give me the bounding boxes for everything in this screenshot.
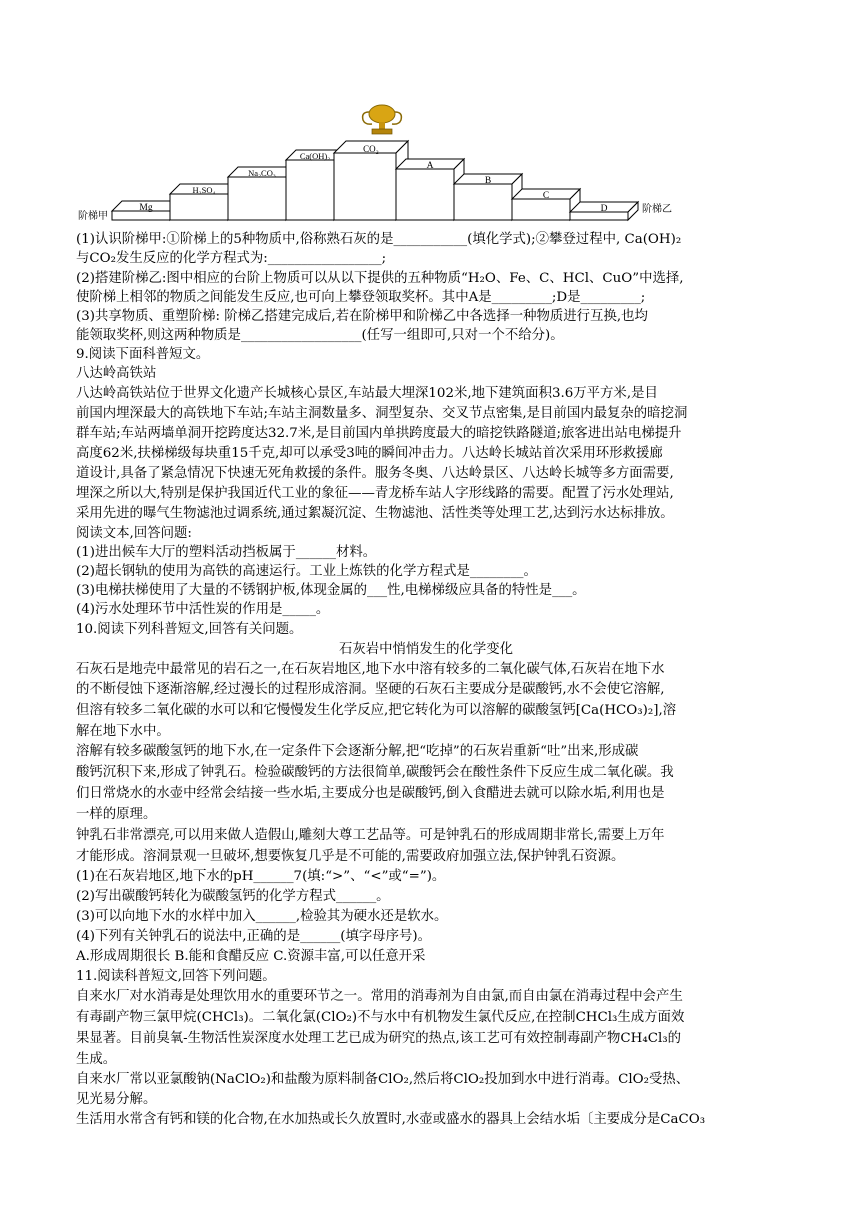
- step-h2so4: H₂SO₄: [192, 185, 216, 195]
- step-co2: CO₂: [363, 144, 379, 154]
- trophy-icon: [363, 105, 402, 134]
- text-line: 阅读文本,回答问题:: [76, 526, 192, 541]
- text-line: 自来水厂常以亚氯酸钠(NaClO₂)和盐酸为原料制备ClO₂,然后将ClO₂投加到水中进行消毒。ClO₂受热、: [76, 1072, 690, 1087]
- text-line: 埋深之所以大,特别是保护我国近代工业的象征——青龙桥车站人字形线路的需要。配置了污水处理站,: [76, 486, 674, 501]
- text-line: 一样的原理。: [76, 807, 157, 822]
- text-line: 石灰石是地壳中最常见的岩石之一,在石灰岩地区,地下水中溶有较多的二氧化碳气体,石灰岩在地下水: [76, 662, 665, 677]
- step-c: C: [542, 191, 550, 201]
- text-line: (4)污水处理环节中活性炭的作用是_____。: [76, 602, 330, 617]
- text-line: 有毒副产物三氯甲烷(CHCl₃)。二氧化氯(ClO₂)不与水中有机物发生氯代反应,在控制CHCl₃生成方面效: [76, 1010, 685, 1025]
- text-line: 采用先进的曝气生物滤池过调系统,通过絮凝沉淀、生物滤池、活性类等处理工艺,达到污水达标排放。: [76, 506, 674, 521]
- text-line: 的不断侵蚀下逐渐溶解,经过漫长的过程形成溶洞。坚硬的石灰石主要成分是碳酸钙,水不会使它溶解,: [76, 682, 665, 697]
- question-heading: 11.阅读科普短文,回答下列问题。: [76, 969, 276, 984]
- step-na2co3: Na₂CO₃: [248, 168, 276, 178]
- text-line: (1)进出候车大厅的塑料活动挡板属于______材料。: [76, 545, 377, 560]
- ladder-right-label: 阶梯乙: [642, 204, 672, 215]
- text-line: 能领取奖杯,则这两种物质是__________________(任写一组即可,只对一个不给分)。: [76, 328, 564, 343]
- text-line: 与CO₂发生反应的化学方程式为:_________________;: [76, 251, 387, 266]
- question-heading: 10.阅读下列科普短文,回答有关问题。: [76, 622, 303, 637]
- text-line: (2)超长钢轨的使用为高铁的高速运行。工业上炼铁的化学方程式是________。: [76, 564, 537, 579]
- text-line: (4)下列有关钟乳石的说法中,正确的是______(填字母序号)。: [76, 929, 432, 944]
- text-line: 使阶梯上相邻的物质之间能发生反应,也可向上攀登领取奖杯。其中A是_________;D是_________;: [76, 290, 646, 305]
- text-line: 解在地下水中。: [76, 724, 170, 739]
- text-line: (1)在石灰岩地区,地下水的pH______7(填:“>”、“<”或“=”)。: [76, 869, 446, 884]
- text-line: 八达岭高铁站位于世界文化遗产长城核心景区,车站最大埋深102米,地下建筑面积3.6万平方米,是目: [76, 386, 658, 401]
- text-line: (3)电梯扶梯使用了大量的不锈钢护板,体现金属的___性,电梯梯级应具备的特性是___。: [76, 583, 586, 598]
- step-a: A: [426, 161, 434, 171]
- text-line: 们日常烧水的水壶中经常会结接一些水垢,主要成分也是碳酸钙,倒入食醋进去就可以除水垢,利用也是: [76, 786, 665, 801]
- answer-options: A.形成周期很长 B.能和食醋反应 C.资源丰富,可以任意开采: [76, 949, 426, 964]
- text-line: 高度62米,扶梯梯级每块重15千克,却可以承受3吨的瞬间冲击力。八达岭长城站首次采用环形救援廊: [76, 446, 663, 461]
- question-heading: 9.阅读下面科普短文。: [76, 347, 210, 362]
- text-line: (3)共享物质、重塑阶梯: 阶梯乙搭建完成后,若在阶梯甲和阶梯乙中各选择一种物质进行互换,也均: [76, 309, 648, 324]
- article-title: 八达岭高铁站: [76, 366, 157, 381]
- text-line: 道设计,具备了紧急情况下快速无死角救援的条件。服务冬奥、八达岭景区、八达岭长城等多方面需要,: [76, 466, 674, 481]
- article-title: 石灰岩中悄悄发生的化学变化: [338, 642, 514, 657]
- step-caoh2: Ca(OH)₂: [299, 151, 331, 161]
- text-line: 但溶有较多二氧化碳的水可以和它慢慢发生化学反应,把它转化为可以溶解的碳酸氢钙[Ca(HCO₃)₂],溶: [76, 703, 677, 718]
- step-d: D: [600, 204, 608, 214]
- text-line: 生活用水常含有钙和镁的化合物,在水加热或长久放置时,水壶或盛水的器具上会结水垢〔主要成分是CaCO₃: [76, 1112, 706, 1127]
- text-line: 自来水厂对水消毒是处理饮用水的重要环节之一。常用的消毒剂为自由氯,而自由氯在消毒过程中会产生: [76, 989, 683, 1004]
- text-line: (2)搭建阶梯乙:图中相应的台阶上物质可以从以下提供的五种物质“H₂O、Fe、C、HCl、CuO”中选择,: [76, 271, 684, 286]
- text-line: 群车站;车站两墙单洞开挖跨度达32.7米,是目前国内单拱跨度最大的暗挖铁路隧道;旅客进出站电梯提升: [76, 426, 682, 441]
- text-line: 果显著。目前臭氧-生物活性炭深度水处理工艺已成为研究的热点,该工艺可有效控制毒副产物CH₄Cl₃的: [76, 1031, 681, 1046]
- text-line: 生成。: [76, 1052, 117, 1067]
- ladder-left-label: 阶梯甲: [78, 211, 108, 222]
- text-line: 钟乳石非常漂亮,可以用来做人造假山,雕刻大尊工艺品等。可是钟乳石的形成周期非常长,需要上万年: [76, 828, 665, 843]
- text-line: 才能形成。溶洞景观一旦破坏,想要恢复几乎是不可能的,需要政府加强立法,保护钟乳石资源。: [76, 849, 625, 864]
- step-mg: Mg: [139, 203, 153, 213]
- text-line: 酸钙沉积下来,形成了钟乳石。检验碳酸钙的方法很简单,碳酸钙会在酸性条件下反应生成二氧化碳。我: [76, 765, 674, 780]
- text-line: 前国内埋深最大的高铁地下车站;车站主洞数量多、洞型复杂、交叉节点密集,是目前国内最复杂的暗挖洞: [76, 406, 688, 421]
- text-line: (2)写出碳酸钙转化为碳酸氢钙的化学方程式______。: [76, 889, 390, 904]
- text-line: 见光易分解。: [76, 1092, 157, 1107]
- text-line: (3)可以向地下水的水样中加入______,检验其为硬水还是软水。: [76, 909, 448, 924]
- text-line: 溶解有较多碳酸氢钙的地下水,在一定条件下会逐渐分解,把“吃掉”的石灰岩重新“吐”出来,形成碳: [76, 744, 639, 759]
- ladder-diagram: [72, 100, 672, 230]
- step-b: B: [484, 176, 492, 186]
- text-line: (1)认识阶梯甲:①阶梯上的5种物质中,俗称熟石灰的是___________(填化学式);②攀登过程中, Ca(OH)₂: [76, 232, 682, 247]
